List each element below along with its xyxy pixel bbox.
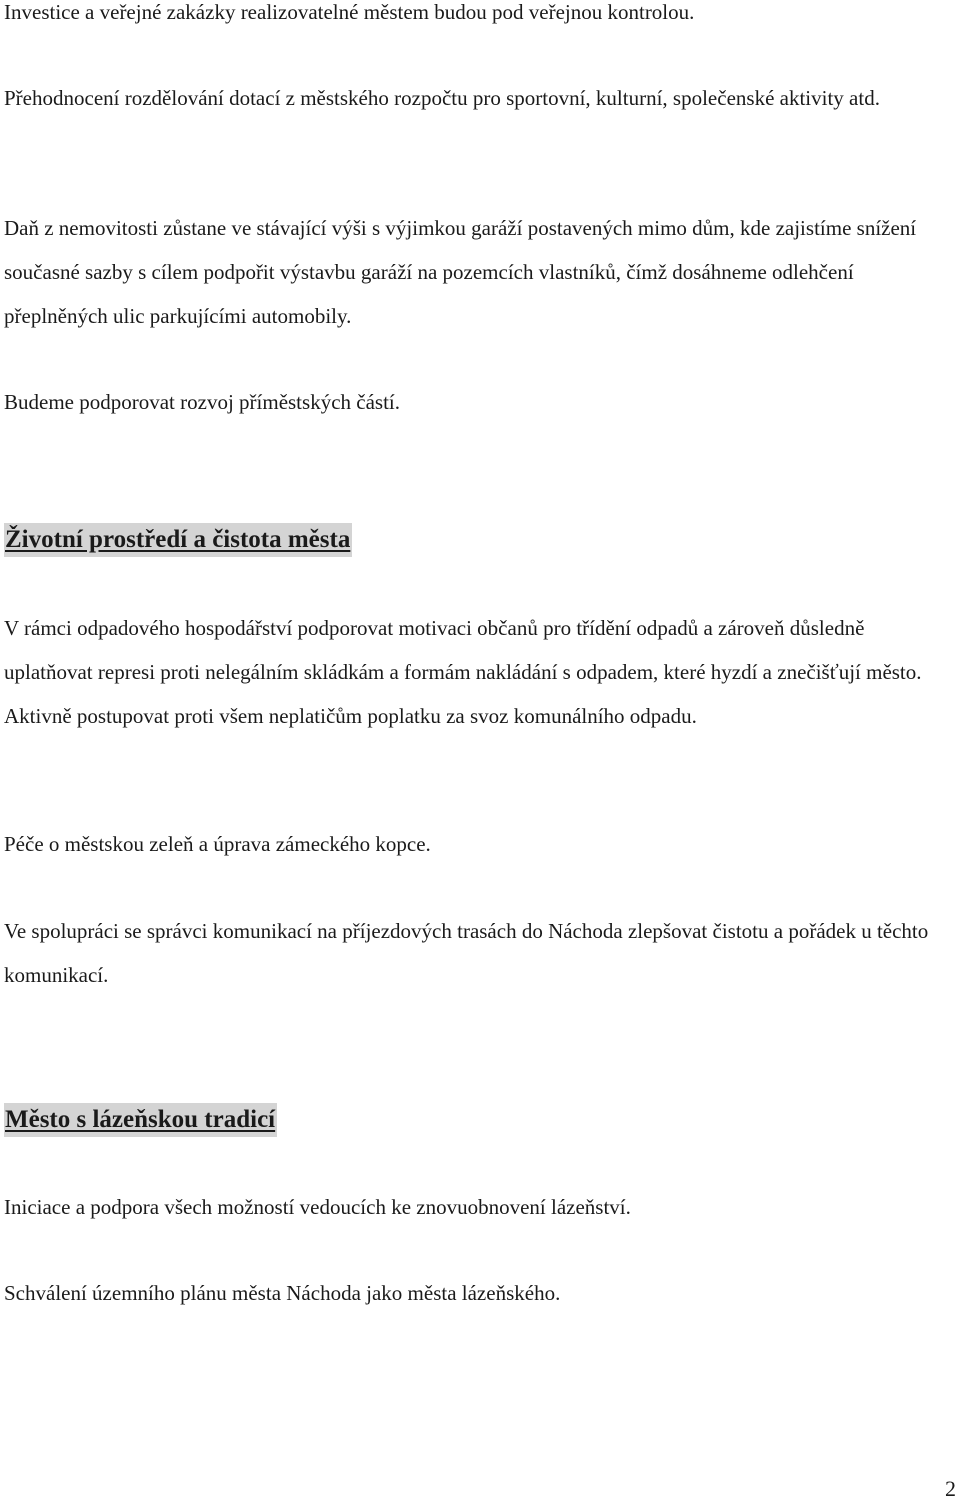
paragraph-road-cleanliness: Ve spolupráci se správci komunikací na příjezdových trasách do Náchoda zlepšovat čistotu a pořádek u těchto komunikací. — [4, 919, 929, 987]
paragraph-public-contracts: Investice a veřejné zakázky realizovatelné městem budou pod veřejnou kontrolou. — [4, 0, 695, 24]
paragraph-waste-management: V rámci odpadového hospodářství podporovat motivaci občanů pro třídění odpadů a zároveň důsledně uplatňovat represi proti nelegálním skládkám a formám nakládání s odpadem, které hyzdí a znečišťují město. Aktivně postupovat proti všem neplatičům poplatku za svoz komunálního odpadu. — [4, 616, 922, 728]
paragraph-zoning-plan: Schválení územního plánu města Náchoda jako města lázeňského. — [4, 1281, 561, 1305]
paragraph-spa-renewal: Iniciace a podpora všech možností vedoucích ke znovuobnovení lázeňství. — [4, 1195, 631, 1219]
paragraph-subsidies: Přehodnocení rozdělování dotací z městského rozpočtu pro sportovní, kulturní, společenské aktivity atd. — [4, 86, 880, 110]
heading-spa-text: Město s lázeňskou tradicí — [4, 1103, 277, 1137]
section-heading-spa — [4, 1098, 277, 1142]
paragraph-suburbs: Budeme podporovat rozvoj příměstských částí. — [4, 390, 400, 414]
section-heading-environment — [4, 518, 352, 562]
paragraph-property-tax: Daň z nemovitosti zůstane ve stávající výši s výjimkou garáží postavených mimo dům, kde zajistíme snížení současné sazby s cílem podpořit výstavbu garáží na pozemcích vlastníků, čímž dosáhneme odlehčení přeplněných ulic parkujícími automobily. — [4, 216, 917, 328]
heading-environment-text: Životní prostředí a čistota města — [4, 523, 352, 557]
paragraph-greenery: Péče o městskou zeleň a úprava zámeckého kopce. — [4, 832, 431, 856]
page-number: 2 — [945, 1476, 956, 1501]
